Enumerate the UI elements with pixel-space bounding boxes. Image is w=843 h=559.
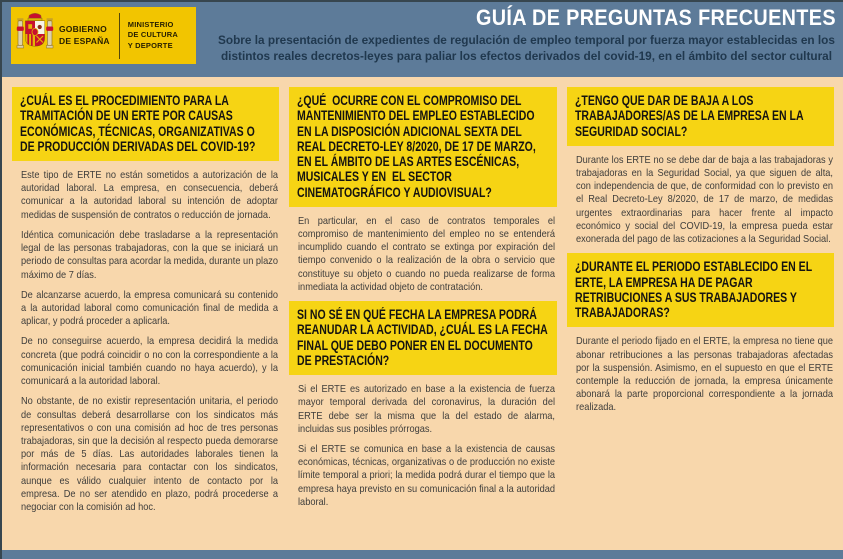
answer-text: Si el ERTE se comunica en base a la existencia de causas económicas, técnicas, organizativas o de producción no existe límite temporal a priori; la medida podrá durar el tiempo que la empresa haya previsto en su comunicación final a la autoridad laboral. xyxy=(298,442,556,508)
answer-paragraph xyxy=(289,215,556,294)
spain-coat-of-arms-icon xyxy=(16,12,54,59)
answer-paragraph xyxy=(12,169,279,222)
answer-paragraph xyxy=(567,154,834,247)
ministry-name-line: DE CULTURA xyxy=(127,30,178,40)
question-text: ¿TENGO QUE DAR DE BAJA A LOS TRABAJADORES/AS DE LA EMPRESA EN LA SEGURIDAD SOCIAL? xyxy=(574,93,806,139)
government-name xyxy=(59,24,110,46)
answer-text: Durante los ERTE no se debe dar de baja a las trabajadoras y trabajadoras en la Seguridad Social, ya que siguen de alta, con independencia de que, de conformidad con lo previsto en el Real Decreto-Ley 8/2020, de 17 de marzo, de medidas urgentes extraordinarias para hacer frente al impacto económico y social del COVID-19, la empresa pueda estar exonerada del pago de las cotizaciones a la Seguridad Social. xyxy=(575,153,833,246)
question-text: ¿QUÉ OCURRE CON EL COMPROMISO DEL MANTENIMIENTO DEL EMPLEO ESTABLECIDO EN LA DISPOSICIÓN ADICIONAL SEXTA DEL REAL DECRETO-LEY 8/2020, DE 17 DE MARZO, EN EL ÁMBITO DE LAS ARTES ESCÉNICAS, MUSICALES Y EN EL SECTOR CINEMATOGRÁFICO Y AUDIOVISUAL? xyxy=(297,93,540,200)
question-heading xyxy=(289,87,556,207)
answer-text: Idéntica comunicación debe trasladarse a la representación legal de las personas trabajadoras, con la que se iniciará un periodo de consultas para acordar la medida, durante un plazo máximo de 7 días. xyxy=(21,228,279,281)
answer-paragraph xyxy=(12,289,279,329)
question-heading xyxy=(567,253,834,327)
answer-text: Durante el periodo fijado en el ERTE, la empresa no tiene que abonar retribuciones a las personas trabajadoras afectadas por la suspensión. Asimismo, en el supuesto en que el ERTE contemple la reducción de jornada, la empresa únicamente abonará la parte proporcional correspondiente a la jornada realizada. xyxy=(575,335,833,414)
government-name-line: GOBIERNO xyxy=(59,24,107,35)
content-columns xyxy=(12,87,834,548)
question-heading xyxy=(289,301,556,375)
ministry-name xyxy=(128,20,178,50)
question-heading xyxy=(567,87,834,146)
government-logo xyxy=(11,7,196,64)
header-band xyxy=(2,2,843,77)
question-text: ¿CUÁL ES EL PROCEDIMIENTO PARA LA TRAMITACIÓN DE UN ERTE POR CAUSAS ECONÓMICAS, TÉCNICAS, ORGANIZATIVAS O DE PRODUCCIÓN DERIVADAS DEL COVID-19? xyxy=(20,93,258,154)
answer-paragraph xyxy=(12,229,279,282)
content-column xyxy=(289,87,556,548)
header-titles xyxy=(217,5,836,65)
question-heading xyxy=(12,87,279,161)
subtitle-line: Sobre la presentación de expedientes de regulación de empleo temporal por fuerza mayor establecidas en los xyxy=(218,33,835,48)
answer-text: De no conseguirse acuerdo, la empresa decidirá la medida concreta (que podrá coincidir o no con la correspondiente a la comunicación inicial también cuando no haya acuerdo), y la comunicará a la autoridad laboral. xyxy=(21,335,279,388)
question-text: SI NO SÉ EN QUÉ FECHA LA EMPRESA PODRÁ REANUDAR LA ACTIVIDAD, ¿CUÁL ES LA FECHA FINAL QUE DEBO PONER EN EL DOCUMENTO DE PRESTACIÓN? xyxy=(297,307,551,368)
answer-text: No obstante, de no existir representación unitaria, el periodo de consultas deberá desarrollarse con los sindicatos más representativos o con una comisión ad hoc de tres personas trabajadoras, sin que la decisión al respecto pueda demorarse por más de 5 días. Las autoridades laborales tienen la información necesaria para contactar con los sindicatos, aunque es válido cualquier intento de contacto por la empresa. De no ser atendido en plazo, podrá procederse a negociar con la comisión ad hoc. xyxy=(21,395,279,514)
ministry-name-line: MINISTERIO xyxy=(127,20,174,30)
answer-text: En particular, en el caso de contratos temporales el compromiso de mantenimiento del empleo no se entenderá incumplido cuando el contrato se extinga por expiración del tiempo convenido o la realización de la obra o servicio que constituye su objeto o cuando no pueda realizarse de forma inmediata la actividad objeto de contratación. xyxy=(298,214,556,293)
answer-paragraph xyxy=(289,383,556,436)
ministry-name-line: Y DEPORTE xyxy=(127,40,173,50)
answer-text: Este tipo de ERTE no están sometidos a autorización de la autoridad laboral. La empresa, en consecuencia, deberá comunicar a la autoridad laboral su intención de adoptar medidas de suspensión de contratos o reducción de jornada. xyxy=(21,169,279,221)
answer-paragraph xyxy=(567,335,834,414)
page-title: GUÍA DE PREGUNTAS FRECUENTES xyxy=(476,5,836,30)
answer-paragraph xyxy=(289,443,556,509)
question-text: ¿DURANTE EL PERIODO ESTABLECIDO EN EL ERTE, LA EMPRESA HA DE PAGAR RETRIBUCIONES A SUS TRABAJADORES Y TRABAJADORAS? xyxy=(574,259,815,321)
page-subtitle xyxy=(217,33,836,64)
subtitle-line: distintos reales decretos-leyes para paliar los efectos derivados del covid-19, en el ámbito del sector cultural xyxy=(220,48,833,63)
answer-text: De alcanzarse acuerdo, la empresa comunicará su contenido a la autoridad laboral como comunicación final de medida a aplicar, y podrá proceder a aplicarla. xyxy=(21,288,279,328)
content-column xyxy=(12,87,279,548)
answer-paragraph xyxy=(12,335,279,388)
answer-text: Si el ERTE es autorizado en base a la existencia de fuerza mayor temporal derivada del coronavirus, la duración del ERTE debe ser la misma que la del estado de alarma, incluidas sus posibles prórrogas. xyxy=(298,383,556,435)
government-name-line: DE ESPAÑA xyxy=(59,35,110,46)
logo-divider xyxy=(119,13,120,59)
footer-bar xyxy=(2,550,843,559)
content-column xyxy=(567,87,834,548)
answer-paragraph xyxy=(12,395,279,514)
